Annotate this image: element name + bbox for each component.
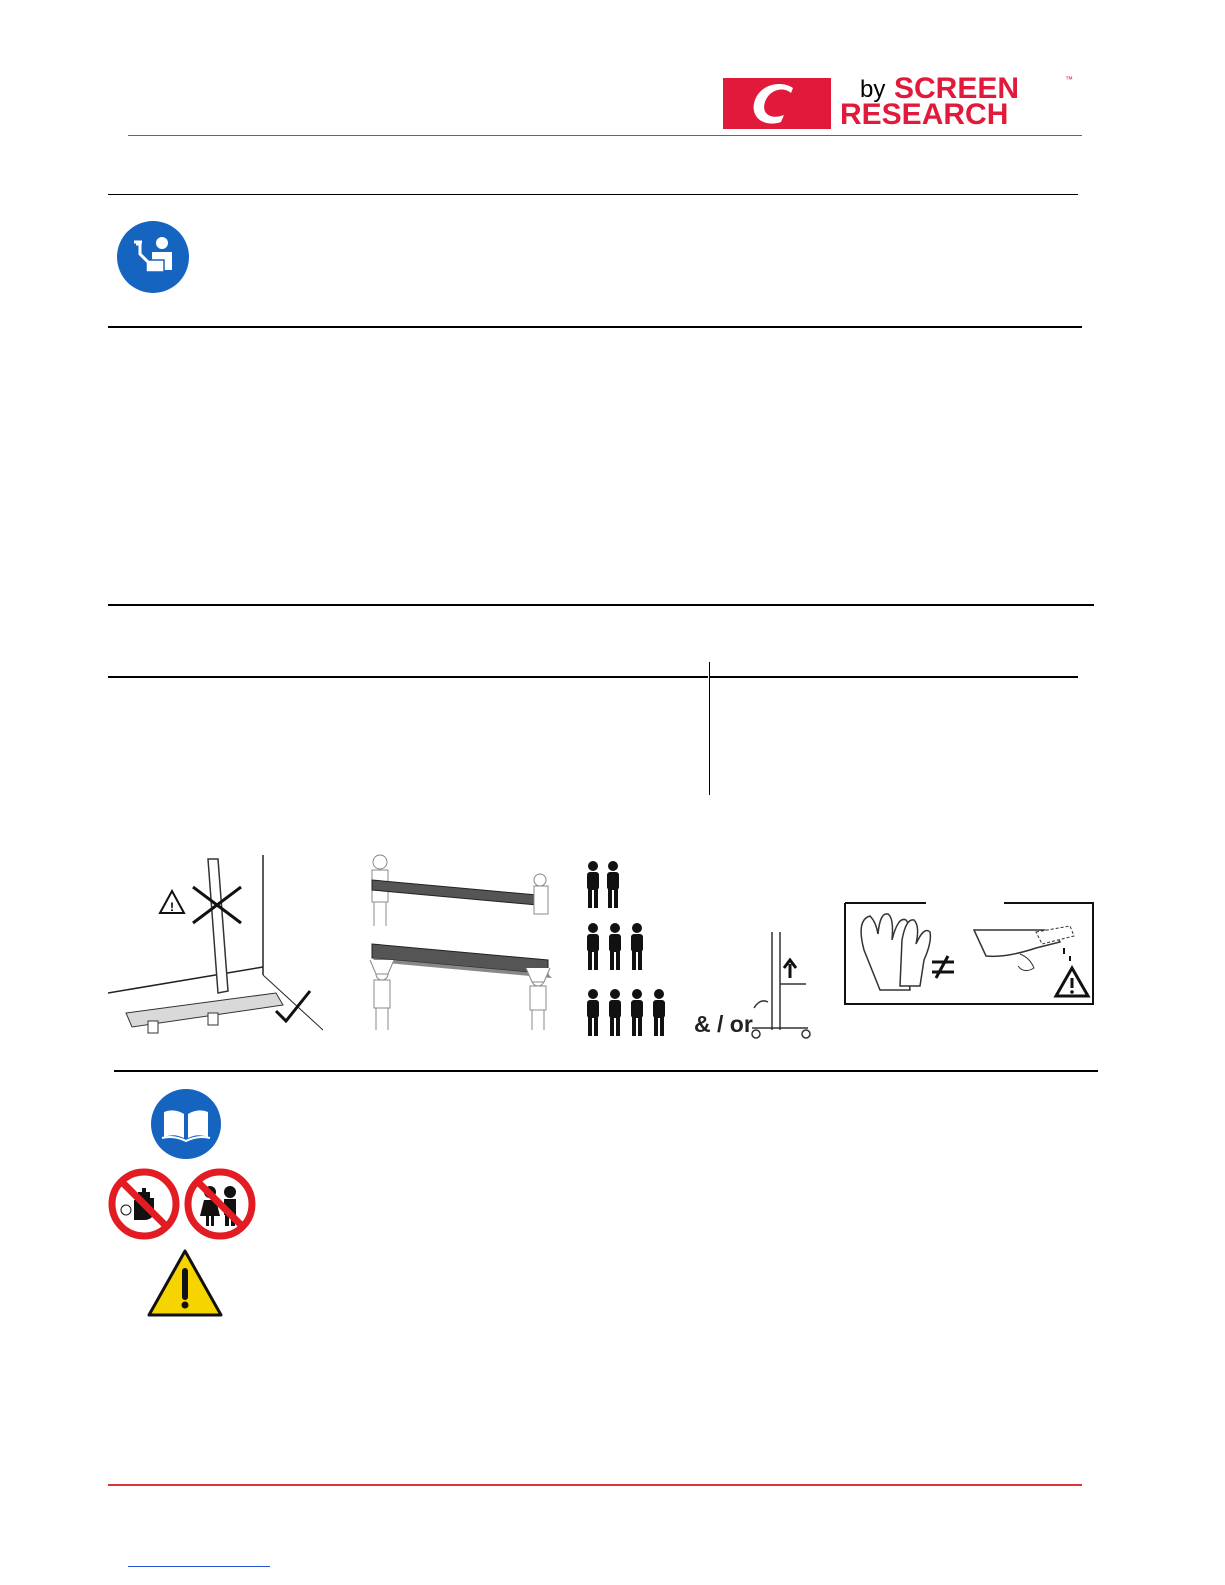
logo-trademark: ™ bbox=[1065, 75, 1073, 84]
section-divider bbox=[114, 1070, 1098, 1072]
table-header-rule-right bbox=[710, 676, 1078, 678]
section-divider bbox=[108, 194, 1078, 195]
protective-gloves-illustration bbox=[844, 900, 1094, 1005]
two-person-carry-illustration bbox=[362, 852, 562, 1037]
header-divider bbox=[128, 135, 1082, 136]
table-header-rule-left bbox=[108, 676, 708, 678]
storage-orientation-illustration bbox=[108, 855, 323, 1035]
logo-c-glyph bbox=[723, 78, 831, 129]
warning-triangle-icon bbox=[146, 1247, 224, 1319]
or-caption: & / or bbox=[694, 1011, 753, 1037]
section-divider bbox=[108, 604, 1094, 606]
svg-text:!: ! bbox=[170, 900, 174, 914]
logo-mark bbox=[723, 78, 831, 129]
table-column-divider bbox=[709, 662, 710, 795]
footer-divider bbox=[108, 1484, 1082, 1486]
no-children-icon bbox=[184, 1168, 256, 1240]
read-manual-icon bbox=[150, 1088, 222, 1160]
logo-brand-line2: RESEARCH bbox=[840, 98, 1009, 131]
section-divider bbox=[108, 326, 1082, 328]
logo-by-text: by bbox=[860, 76, 886, 103]
footer-link-underline[interactable] bbox=[128, 1566, 270, 1567]
qualified-installer-icon bbox=[116, 220, 190, 294]
logo-brand-line1: SCREEN bbox=[894, 72, 1020, 105]
no-touch-icon bbox=[108, 1168, 180, 1240]
